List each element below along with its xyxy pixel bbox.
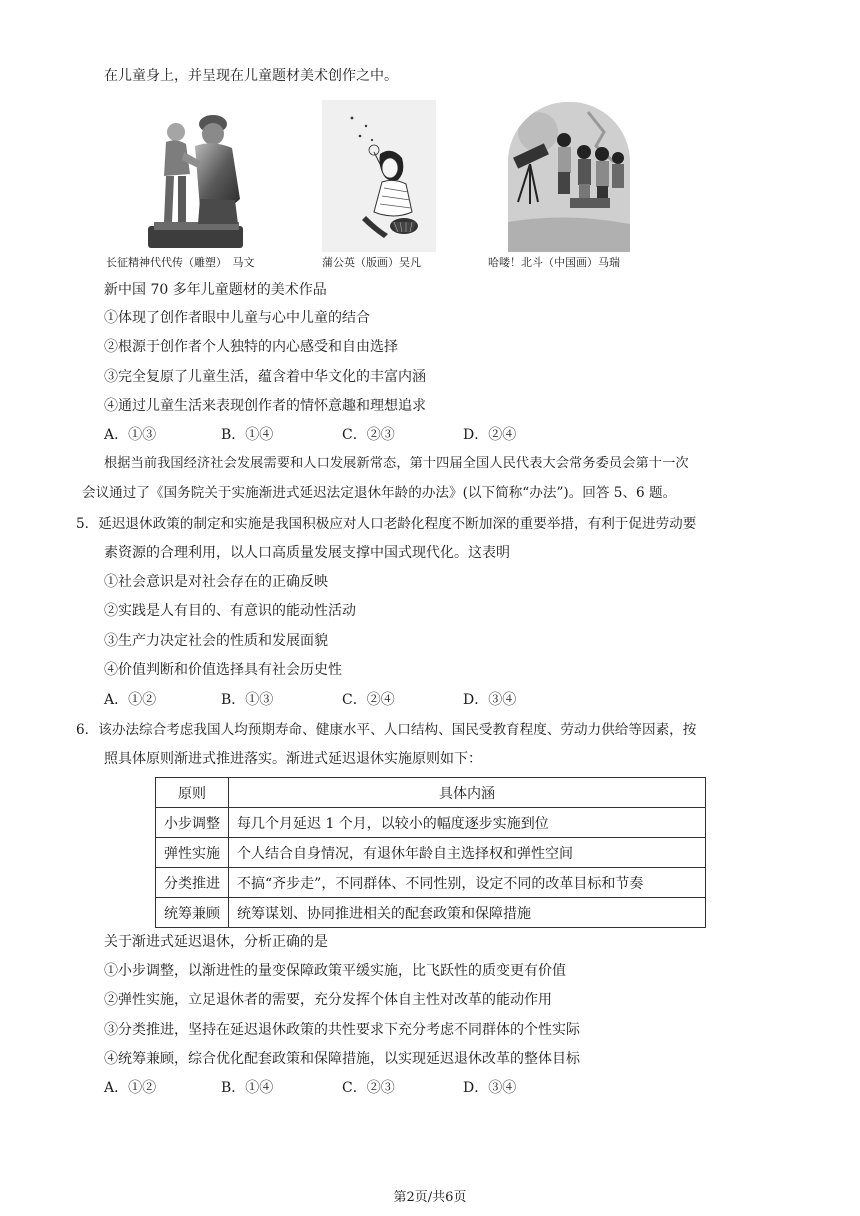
q6-option-c[interactable]: C．②③ xyxy=(342,1080,395,1096)
q5-option-a[interactable]: A．①② xyxy=(104,692,157,708)
table-header-principle: 原则 xyxy=(156,778,229,808)
q5-options xyxy=(104,690,516,710)
q4-option-d[interactable]: D．②④ xyxy=(463,427,517,443)
q6-stem: 关于渐进式延迟退休，分析正确的是 xyxy=(104,934,328,950)
beidou-painting-image xyxy=(508,102,630,252)
table-cell-meaning: 每几个月延迟 1 个月，以较小的幅度逐步实施到位 xyxy=(229,808,706,838)
table-cell-meaning: 个人结合自身情况，有退休年龄自主选择权和弹性空间 xyxy=(229,838,706,868)
q4-stem: 新中国 70 多年儿童题材的美术作品 xyxy=(104,282,327,298)
table-cell-meaning: 不搞“齐步走”，不同群体、不同性别，设定不同的改革目标和节奏 xyxy=(229,868,706,898)
material-line-2: 会议通过了《国务院关于实施渐进式延迟法定退休年龄的办法》(以下简称“办法”)。回答 5、6 题。 xyxy=(82,485,677,501)
q6-stem-line-1: 6．该办法综合考虑我国人均预期寿命、健康水平、人口结构、国民受教育程度、劳动力供给等因素，按 xyxy=(76,722,697,738)
q6-option-b[interactable]: B．①④ xyxy=(221,1080,274,1096)
table-row xyxy=(156,838,706,868)
painting-caption: 哈喽！北斗（中国画）马瑞 xyxy=(488,256,620,269)
table-cell-principle: 弹性实施 xyxy=(156,838,229,868)
print-caption: 蒲公英（版画）吴凡 xyxy=(322,256,421,269)
table-cell-meaning: 统筹谋划、协同推进相关的配套政策和保障措施 xyxy=(229,898,706,928)
q6-item-4: ④统筹兼顾，综合优化配套政策和保障措施，以实现延迟退休改革的整体目标 xyxy=(104,1051,580,1067)
q6-item-2: ②弹性实施，立足退休者的需要，充分发挥个体自主性对改革的能动作用 xyxy=(104,992,552,1008)
table-header-row xyxy=(156,778,706,808)
q5-option-b[interactable]: B．①③ xyxy=(221,692,274,708)
dandelion-print-image xyxy=(322,100,436,252)
q4-item-3: ③完全复原了儿童生活，蕴含着中华文化的丰富内涵 xyxy=(104,369,426,385)
q6-item-3: ③分类推进，坚持在延迟退休政策的共性要求下充分考虑不同群体的个性实际 xyxy=(104,1022,580,1038)
table-row xyxy=(156,868,706,898)
table-row xyxy=(156,898,706,928)
q4-item-4: ④通过儿童生活来表现创作者的情怀意趣和理想追求 xyxy=(104,398,426,414)
q4-option-a[interactable]: A．①③ xyxy=(104,427,157,443)
page-number: 第2页/共6页 xyxy=(393,1190,467,1205)
material-line-1: 根据当前我国经济社会发展需要和人口发展新常态，第十四届全国人民代表大会常务委员会第十一次 xyxy=(104,456,689,471)
q4-options xyxy=(104,425,516,445)
q6-option-a[interactable]: A．①② xyxy=(104,1080,157,1096)
q4-item-2: ②根源于创作者个人独特的内心感受和自由选择 xyxy=(104,339,398,355)
table-cell-principle: 统筹兼顾 xyxy=(156,898,229,928)
principles-table xyxy=(155,777,706,928)
sculpture-image xyxy=(140,104,247,252)
q5-item-3: ③生产力决定社会的性质和发展面貌 xyxy=(104,633,328,649)
q6-options xyxy=(104,1078,516,1098)
table-row xyxy=(156,808,706,838)
q4-item-1: ①体现了创作者眼中儿童与心中儿童的结合 xyxy=(104,310,370,326)
q6-stem-line-2: 照具体原则渐进式推进落实。渐进式延迟退休实施原则如下： xyxy=(104,751,482,767)
q4-option-c[interactable]: C．②③ xyxy=(342,427,395,443)
q5-stem-line-1: 5．延迟退休政策的制定和实施是我国积极应对人口老龄化程度不断加深的重要举措，有利于促进劳动要 xyxy=(76,516,697,532)
q6-option-d[interactable]: D．③④ xyxy=(463,1080,517,1096)
table-cell-principle: 分类推进 xyxy=(156,868,229,898)
q5-item-4: ④价值判断和价值选择具有社会历史性 xyxy=(104,662,342,678)
table-header-meaning: 具体内涵 xyxy=(229,778,706,808)
sculpture-caption: 长征精神代代传（雕塑） 马文 xyxy=(106,256,255,269)
q5-item-1: ①社会意识是对社会存在的正确反映 xyxy=(104,574,328,590)
q6-item-1: ①小步调整，以渐进性的量变保障政策平缓实施，比飞跃性的质变更有价值 xyxy=(104,963,566,979)
q5-item-2: ②实践是人有目的、有意识的能动性活动 xyxy=(104,603,356,619)
table-cell-principle: 小步调整 xyxy=(156,808,229,838)
q4-option-b[interactable]: B．①④ xyxy=(221,427,274,443)
intro-text: 在儿童身上，并呈现在儿童题材美术创作之中。 xyxy=(104,68,398,84)
q5-option-c[interactable]: C．②④ xyxy=(342,692,395,708)
q5-stem-line-2: 素资源的合理利用，以人口高质量发展支撑中国式现代化。这表明 xyxy=(104,545,510,561)
q5-option-d[interactable]: D．③④ xyxy=(463,692,517,708)
